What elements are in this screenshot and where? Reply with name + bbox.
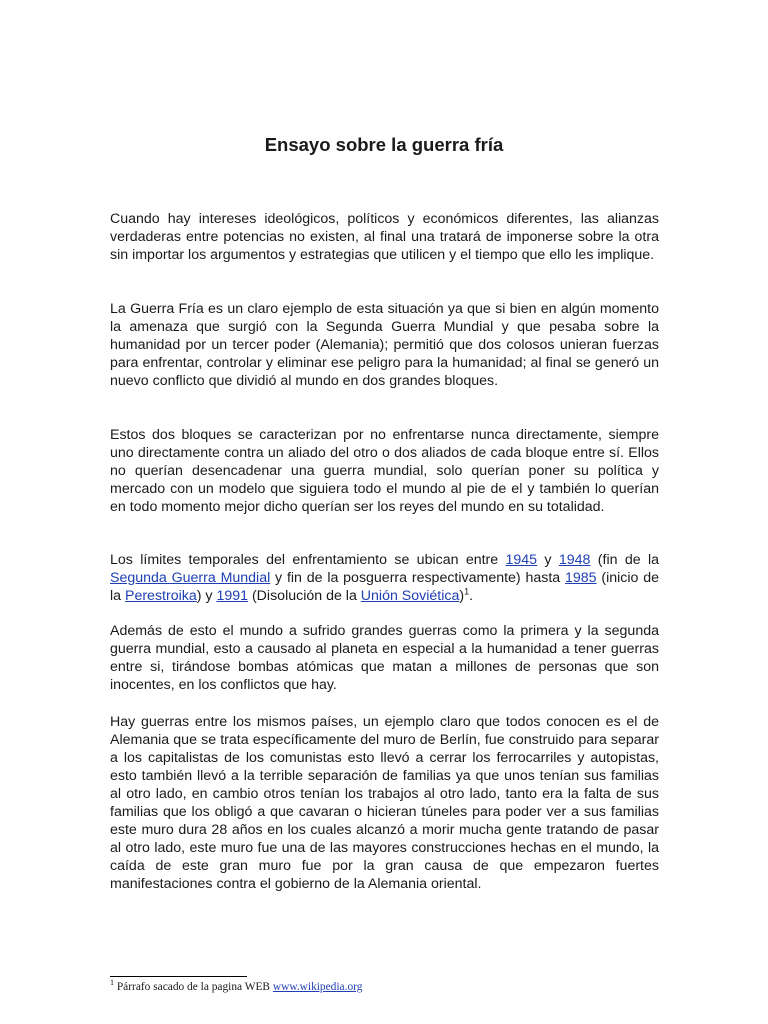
link-segunda-guerra-mundial[interactable]: Segunda Guerra Mundial xyxy=(110,570,271,586)
link-1945[interactable]: 1945 xyxy=(505,552,538,568)
p4-text: (Disolución de la xyxy=(248,588,361,604)
paragraph-muro-berlin: Hay guerras entre los mismos países, un ejemplo claro que todos conocen es el de Alemania que se trata específicamente del muro de Berlín, fue construido para separar a los capitalistas de los comunistas esto llevó a cerrar los ferrocarriles y autopistas, esto también llevó a la terrible separación de familias ya que unos tenían sus familias al otro lado, en cambio otros tenían los trabajos al otro lado, tanto era la falta de sus familias que los obligó a que cavaran o hicieran túneles para poder ver a sus familias este muro dura 28 años en los cuales alcanzó a morir mucha gente tratando de pasar al otro lado, este muro fue una de las mayores construcciones hechas en el mundo, la caída de este gran muro fue por la gran causa de que empezaron fuertes manifestaciones contra el gobierno de la Alemania oriental. xyxy=(110,714,659,892)
footnote-link-wikipedia[interactable]: www.wikipedia.org xyxy=(272,981,363,993)
p4-text: y xyxy=(537,552,559,568)
document-title: Ensayo sobre la guerra fría xyxy=(264,134,504,155)
p4-text: ) y xyxy=(196,588,217,604)
paragraph-guerra-fria: La Guerra Fría es un claro ejemplo de esta situación ya que si bien en algún momento la amenaza que surgió con la Segunda Guerra Mundial y que pesaba sobre la humanidad por un tercer poder (Alemania); permitió que dos colosos unieran fuerzas para enfrentar, controlar y eliminar ese peligro para la humanidad; al final se generó un nuevo conflicto que dividió al mundo en dos grandes bloques. xyxy=(110,301,659,389)
footnote xyxy=(110,980,362,994)
footnote-separator xyxy=(110,976,247,977)
footnote-marker: 1 xyxy=(110,978,114,988)
paragraph-intro: Cuando hay intereses ideológicos, políticos y económicos diferentes, las alianzas verdaderas entre potencias no existen, al final una tratará de imponerse sobre la otra sin importar los argumentos y estrategias que utilicen y el tiempo que ello les implique. xyxy=(110,211,659,263)
p4-text: ) xyxy=(459,588,465,604)
footnote-reference: 1 xyxy=(464,586,470,597)
link-1985[interactable]: 1985 xyxy=(564,570,597,586)
paragraph-limites-temporales xyxy=(110,551,659,605)
paragraph-bloques: Estos dos bloques se caracterizan por no enfrentarse nunca directamente, siempre uno directamente contra un aliado del otro o dos aliados de cada bloque entre sí. Ellos no querían desencadenar una guerra mundial, solo querían poner su política y mercado con un modelo que siguiera todo el mundo al pie de el y también lo querían en todo momento mejor dicho querían ser los reyes del mundo en su totalidad. xyxy=(110,427,659,515)
footnote-text: Párrafo sacado de la pagina WEB xyxy=(114,981,273,993)
p4-text: (fin de la xyxy=(590,552,660,568)
link-perestroika[interactable]: Perestroika xyxy=(124,588,197,604)
link-1991[interactable]: 1991 xyxy=(216,588,249,604)
p4-text: (inicio de la xyxy=(110,570,659,604)
p4-text: . xyxy=(469,588,474,604)
paragraph-guerras-mundiales: Además de esto el mundo a sufrido grandes guerras como la primera y la segunda guerra mundial, esto a causado al planeta en especial a la humanidad a tener guerras entre si, tirándose bombas atómicas que matan a millones de personas que son inocentes, en los conflictos que hay. xyxy=(110,623,659,693)
p4-text: y fin de la posguerra respectivamente) hasta xyxy=(270,570,565,586)
link-1948[interactable]: 1948 xyxy=(558,552,591,568)
link-union-sovietica[interactable]: Unión Soviética xyxy=(360,588,460,604)
p4-text: Los límites temporales del enfrentamiento se ubican entre xyxy=(110,552,506,568)
